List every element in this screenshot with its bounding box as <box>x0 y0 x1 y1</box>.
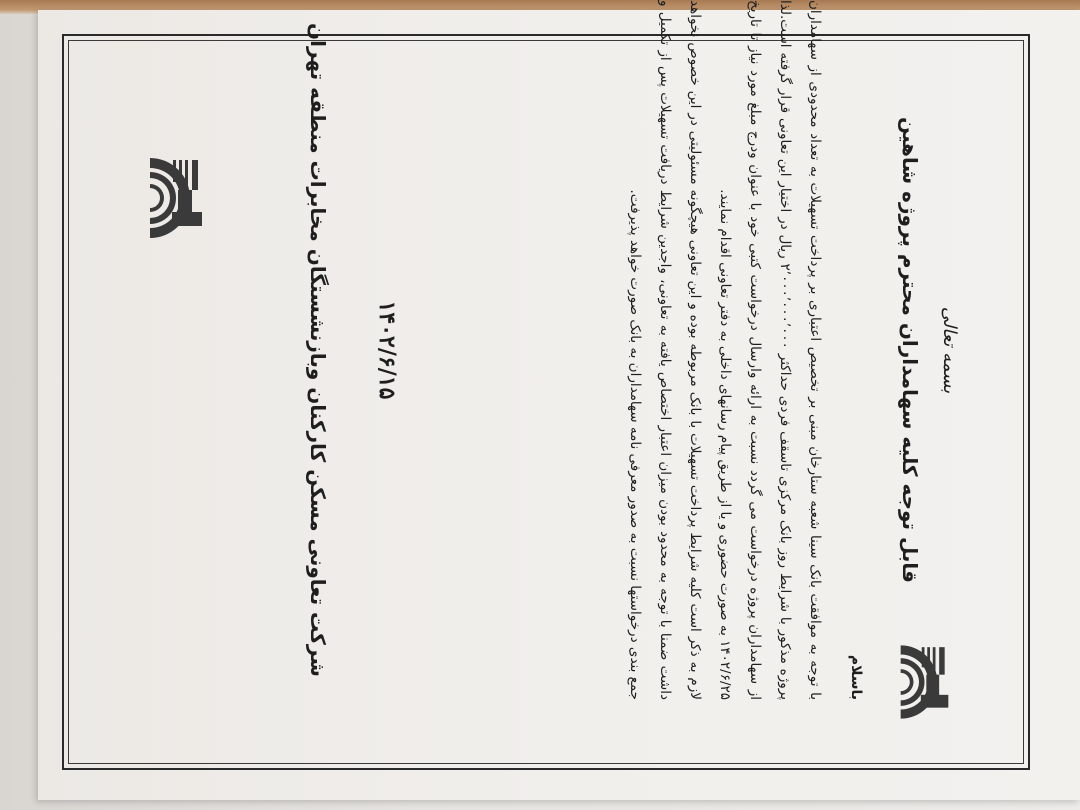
body-paragraph: با توجه به موافقت بانک سینا شعبه ستارخان مبنی بر تخصیص اعتباری بر پرداخت تسهیلات به تعداد محدودی از سهامداران پروژه مذکور با شرایط روز بانک مرکزی تاسقف فردی حداکثر ۲٬۰۰۰٬۰۰۰٬۰۰۰ ریال در اختیار این تعاونی قرار گرفته است.لذا از سهامداران پروژه درخواست می گردد نسبت به ارائه وارسال درخواست کتبی خود با عنوان ودرج مبلغ مورد نیاز تا تاریخ ۱۴۰۲/۶/۲۵ به صورت حضوری و یا از طریق پیام رسانهای داخلی به دفتر تعاونی اقدام نمایند. <box>717 0 823 700</box>
letter-body <box>620 0 830 700</box>
letter-date: ۱۴۰۲/۶/۱۵ <box>374 300 400 400</box>
body-paragraph: لازم به ذکر است کلیه شرایط پرداخت تسهیلات با بانک مربوطه بوده و این تعاونی هیچگونه مسئولیتی در این خصوص نخواهد داشت ضمنا با توجه به محدود بودن میزان اعتبار اختصاص یافته به تعاونی، واجدین شرایط دریافت تسهیلات پس از تکمیل و جمع بندی درخواستها نسبت به صدور معرفی نامه سهامداران به بانک صورت خواهد پذیرفت. <box>627 0 703 700</box>
signature-company: شرکت تعاونی مسکن کارکنان وبازنشستگان مخابرات منطقه تهران <box>306 23 330 677</box>
letter-title: قابل توجه کلیه سهامداران محترم پروژه شاهین <box>898 116 922 583</box>
cooperative-stamp <box>110 148 230 252</box>
stamp-logo-icon <box>864 632 974 732</box>
stamp-logo-icon <box>110 148 230 248</box>
salutation: باسلام <box>848 654 864 700</box>
cooperative-stamp <box>864 632 974 736</box>
bismillah-heading: بسمه تعالی <box>939 306 960 394</box>
letter-content <box>30 0 990 710</box>
